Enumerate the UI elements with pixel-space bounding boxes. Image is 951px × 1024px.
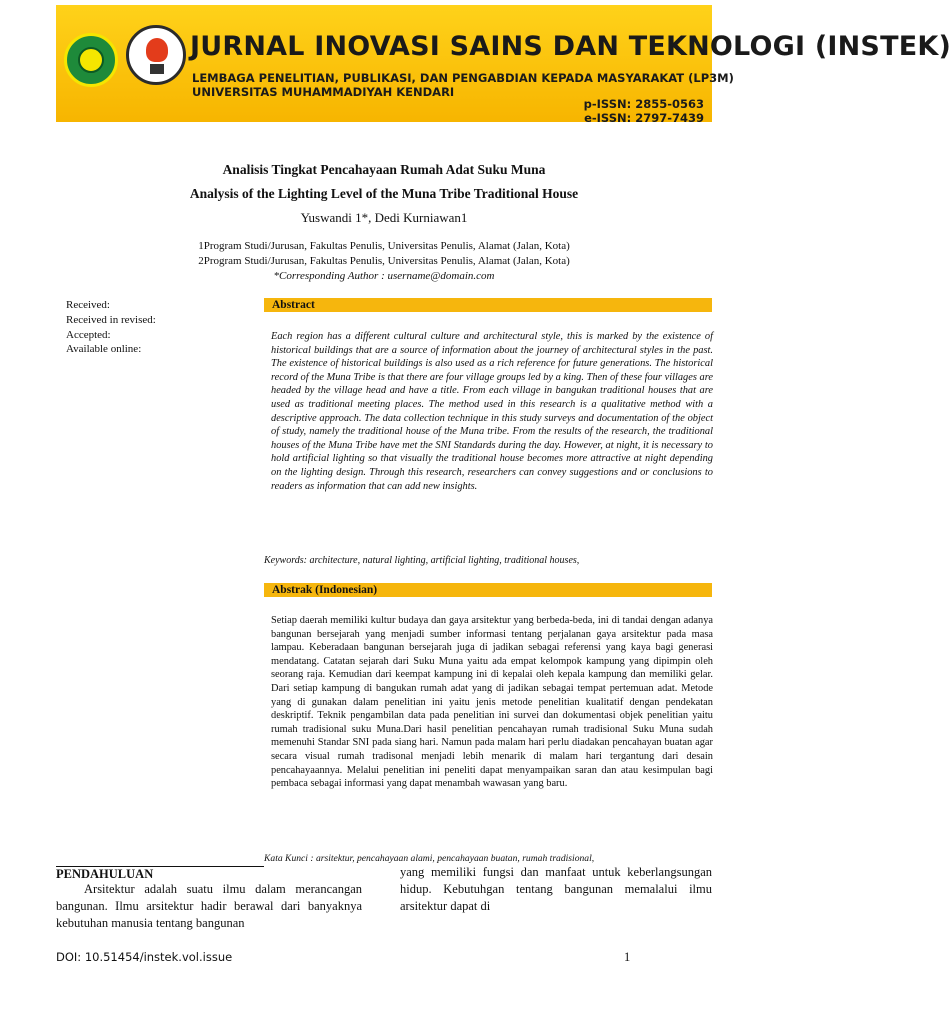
article-title-indonesian: Analisis Tingkat Pencahayaan Rumah Adat Suku Muna xyxy=(222,162,546,177)
lightbulb-head-icon xyxy=(126,25,186,85)
keywords: Keywords: architecture, natural lighting, artificial lighting, traditional houses, xyxy=(264,555,580,566)
accepted-label: Accepted: xyxy=(66,328,111,341)
university-name: UNIVERSITAS MUHAMMADIYAH KENDARI xyxy=(192,85,455,99)
introduction-right-column: yang memiliki fungsi dan manfaat untuk keberlangsungan hidup. Kebutuhgan tentang bangunan memalalui ilmu arsitektur dapat di xyxy=(400,865,712,913)
article-title-english: Analysis of the Lighting Level of the Muna Tribe Traditional House xyxy=(189,186,579,201)
e-issn: e-ISSN: 2797-7439 xyxy=(584,111,704,125)
authors: Yuswandi 1*, Dedi Kurniawan1 xyxy=(300,210,468,225)
doi: DOI: 10.51454/instek.vol.issue xyxy=(56,950,233,964)
abstrak-heading: Abstrak (Indonesian) xyxy=(264,583,712,597)
abstrak-text: Setiap daerah memiliki kultur budaya dan gaya arsitektur yang berbeda-beda, ini di tandai dengan adanya bangunan bersejarah yang menjadi sumber informasi tentang perjalanan gaya arsitektur pada masa lampau. Keberadaan bangunan bersejarah juga di jadikan sebagai referensi yang kaya bagi generasi mendatang. Catatan sejarah dari Suku Muna yaitu ada empat kelompok kampung yang dipimpin oleh seorang raja. Kemudian dari keempat kampung ini di kepalai oleh kepala kampung dan memiliki gelar. Dari setiap kampung di bangukan rumah adat yang di jadikan sebagai tempat pertemuan adat. Metode yang di gunakan dalam penelitian ini yaitu jenis metode penelitian kualitatif dengan pendekatan deskriptif. Teknik pengambilan data pada penelitian ini survei dan dokumentasi objek penelitian yaitu rumah tradisional suku Muna.Dari hasil penelitian pencahayan rumah tradisional Suku Muna sudah memenuhi Standar SNI pada siang hari. Namun pada malam hari perlu diadakan pencahayan buatan agar secara visual rumah tradisonal menjadi lebih menarik di malam hari tergantung dari desain pencahayaannya. Melalui penelitian ini peneliti dapat menyampaikan saran dan atau kesimpulan bagi pembaca sebagai informasi yang dapat menambah wawasan yang baru. xyxy=(271,615,713,790)
p-issn: p-ISSN: 2855-0563 xyxy=(583,97,704,111)
introduction-left-column: Arsitektur adalah suatu ilmu dalam merancangan bangunan. Ilmu arsitektur hadir berawal dari banyaknya kebutuhan manusia tentang bangunan xyxy=(56,882,362,930)
university-seal-icon xyxy=(64,33,118,87)
affiliation-1: 1Program Studi/Jurusan, Fakultas Penulis, Universitas Penulis, Alamat (Jalan, Kota) xyxy=(198,240,570,252)
received-label: Received: xyxy=(66,299,110,311)
article-history xyxy=(66,298,156,357)
available-online-label: Available online: xyxy=(66,343,142,356)
kata-kunci: Kata Kunci : arsitektur, pencahayaan alami, pencahayaan buatan, rumah tradisional, xyxy=(264,853,595,864)
abstract-heading: Abstract xyxy=(264,298,712,312)
introduction-heading: PENDAHULUAN xyxy=(56,867,154,881)
affiliation-2: 2Program Studi/Jurusan, Fakultas Penulis, Universitas Penulis, Alamat (Jalan, Kota) xyxy=(198,255,570,267)
institution-line: LEMBAGA PENELITIAN, PUBLIKASI, DAN PENGABDIAN KEPADA MASYARAKAT (LP3M) xyxy=(192,71,734,85)
abstract-text: Each region has a different cultural culture and architectural style, this is marked by the existence of historical buildings that are a source of information about the journey of architectural styles in the past. The existence of historical buildings is also used as a rich reference for future generations. The historical record of the Muna Tribe is that there are four village groups led by a king. Then of these four villages are headed by the village head and have a title. From each village in bangukan traditional houses that are used as traditional meeting places. The method used in this research is a qualitative method with a descriptive approach. The data collection technique in this study surveys and documentation of the object of study, namely the traditional house of the Muna tribe. From the results of the research, the traditional houses of the Muna Tribe have met the SNI Standards during the day. However, at night, it is necessary to hold artificial lighting so that visually the traditional house becomes more attractive at night depending on the lighting design. Through this research, researchers can convey suggestions and or conclusions to readers as information that can add new insights. xyxy=(271,331,713,492)
journal-title: JURNAL INOVASI SAINS DAN TEKNOLOGI (INSTEK) xyxy=(190,31,951,62)
page-number: 1 xyxy=(624,950,631,964)
corresponding-author: *Corresponding Author : username@domain.com xyxy=(273,270,495,282)
journal-header-banner xyxy=(56,5,951,125)
revised-label: Received in revised: xyxy=(66,313,156,326)
